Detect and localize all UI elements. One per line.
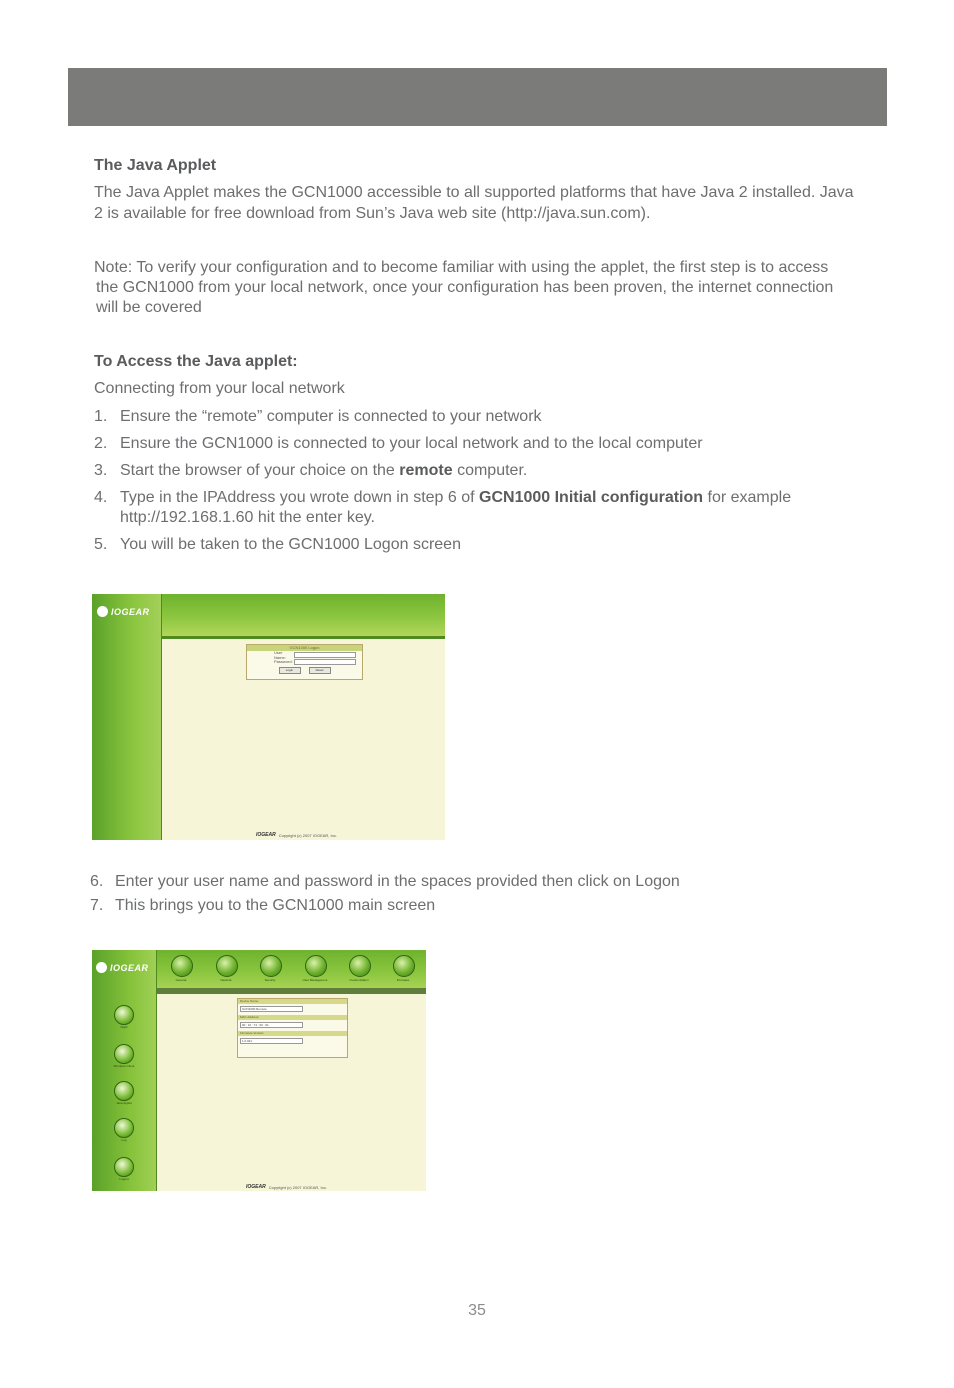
footer-logo: IOGEAR <box>256 832 276 838</box>
iogear-logo-text: IOGEAR <box>111 606 150 617</box>
logon-screenshot <box>92 594 445 840</box>
footer-copyright: Copyright (c) 2007 IOGEAR, Inc. <box>268 1184 327 1190</box>
step-text: This brings you to the GCN1000 main screen <box>115 897 436 914</box>
main-footer <box>246 1184 327 1190</box>
step-text-post: for example <box>703 489 792 506</box>
tab-firmware[interactable]: Firmware <box>396 978 410 982</box>
password-label: Password: <box>274 659 293 664</box>
step-text-pre: Start the browser of your choice on the <box>120 462 400 479</box>
sidebar-item-night[interactable]: Night <box>120 1025 128 1029</box>
mac-address-label: MAC Address: <box>238 1015 347 1020</box>
sidebar-item-logout[interactable]: Logout <box>119 1177 129 1181</box>
step-text <box>120 461 527 481</box>
sidebar-item-log[interactable]: Log <box>121 1138 127 1142</box>
step-text-bold: GCN1000 Initial configuration <box>479 489 704 506</box>
iogear-logo-icon <box>96 962 107 973</box>
logon-footer <box>256 832 337 838</box>
sidebar-item-java-applet[interactable]: Java Applet <box>116 1101 132 1105</box>
step-7 <box>90 896 436 916</box>
username-row <box>247 651 362 658</box>
general-icon[interactable] <box>171 955 193 977</box>
step-text: You will be taken to the GCN1000 Logon screen <box>120 536 461 553</box>
night-icon[interactable] <box>114 1005 134 1025</box>
java-applet-icon[interactable] <box>114 1081 134 1101</box>
step-text: Ensure the “remote” computer is connected to your network <box>120 408 542 425</box>
username-label: User Name: <box>274 649 286 660</box>
security-icon[interactable] <box>260 955 282 977</box>
header-bar <box>68 68 887 126</box>
tab-user-management[interactable]: User Management <box>302 978 328 982</box>
username-input[interactable] <box>294 652 356 658</box>
network-icon[interactable] <box>216 955 238 977</box>
logon-form <box>246 644 363 680</box>
device-name-label: Device Name: <box>238 999 347 1004</box>
footer-logo: IOGEAR <box>246 1184 266 1190</box>
step-4-line-2: http://192.168.1.60 hit the enter key. <box>120 509 375 526</box>
password-row <box>247 658 362 665</box>
note-line-2: the GCN1000 from your local network, once your configuration has been proven, the internet connection <box>96 279 834 296</box>
step-3 <box>94 461 528 481</box>
step-text-bold: remote <box>399 462 453 479</box>
page-number: 35 <box>468 1302 486 1319</box>
log-icon[interactable] <box>114 1118 134 1138</box>
step-number: 4. <box>94 489 108 506</box>
tab-general[interactable]: General <box>175 978 187 982</box>
footer-copyright: Copyright (c) 2007 IOGEAR, Inc. <box>278 832 337 838</box>
device-name-field[interactable]: GCN1000 Remote <box>240 1006 303 1012</box>
iogear-logo <box>97 606 150 617</box>
step-6 <box>90 872 680 892</box>
intro-line-2: 2 is available for free download from Sun’s Java web site (http://java.sun.com). <box>94 205 651 222</box>
iogear-logo <box>96 962 149 973</box>
tab-customization[interactable]: Customization <box>349 978 369 982</box>
intro-line-1: The Java Applet makes the GCN1000 accessible to all supported platforms that have Java 2 installed. Java <box>94 184 854 201</box>
tab-network[interactable]: Network <box>220 978 232 982</box>
firmware-icon[interactable] <box>393 955 415 977</box>
reset-button[interactable]: Reset <box>309 667 331 674</box>
screenshot-sidebar <box>92 594 162 840</box>
access-subheading: Connecting from your local network <box>94 380 345 397</box>
password-input[interactable] <box>294 659 356 665</box>
step-4 <box>94 488 792 508</box>
firmware-version-field: 1.0.021 <box>240 1038 303 1044</box>
iogear-logo-icon <box>97 606 108 617</box>
access-heading: To Access the Java applet: <box>94 353 298 370</box>
login-button[interactable]: Login <box>279 667 301 674</box>
mac-address-field: 00 : 10 : 74 : 00 : 01 <box>240 1022 303 1028</box>
windows-client-icon[interactable] <box>114 1044 134 1064</box>
logon-buttons <box>247 667 362 674</box>
step-number: 7. <box>90 897 104 914</box>
iogear-logo-text: IOGEAR <box>110 962 149 973</box>
screenshot-sidebar <box>92 950 157 1191</box>
sidebar-item-windows-client[interactable]: Windows Client <box>113 1064 135 1068</box>
tab-security[interactable]: Security <box>264 978 276 982</box>
note-line-3: will be covered <box>96 299 202 316</box>
step-text-post: computer. <box>452 462 528 479</box>
user-management-icon[interactable] <box>305 955 327 977</box>
step-text: Enter your user name and password in the spaces provided then click on Logon <box>115 873 680 890</box>
step-1 <box>94 407 542 427</box>
step-number: 5. <box>94 536 108 553</box>
step-5 <box>94 535 461 555</box>
section-heading: The Java Applet <box>94 157 217 174</box>
customization-icon[interactable] <box>349 955 371 977</box>
main-screenshot <box>92 950 426 1191</box>
step-number: 1. <box>94 408 108 425</box>
step-2 <box>94 434 703 454</box>
step-text <box>120 488 791 508</box>
step-number: 3. <box>94 462 108 479</box>
logon-form-title: GCN1000 Logon <box>247 645 362 651</box>
firmware-version-label: Firmware Version: <box>238 1031 347 1036</box>
step-text-pre: Type in the IPAddress you wrote down in step 6 of <box>120 489 480 506</box>
logout-icon[interactable] <box>114 1157 134 1177</box>
device-info-panel <box>237 998 348 1058</box>
note-line-1: Note: To verify your configuration and to become familiar with using the applet, the first step is to access <box>94 259 829 276</box>
step-number: 6. <box>90 873 104 890</box>
step-text: Ensure the GCN1000 is connected to your local network and to the local computer <box>120 435 703 452</box>
step-number: 2. <box>94 435 108 452</box>
screenshot-header-strip <box>156 988 426 994</box>
